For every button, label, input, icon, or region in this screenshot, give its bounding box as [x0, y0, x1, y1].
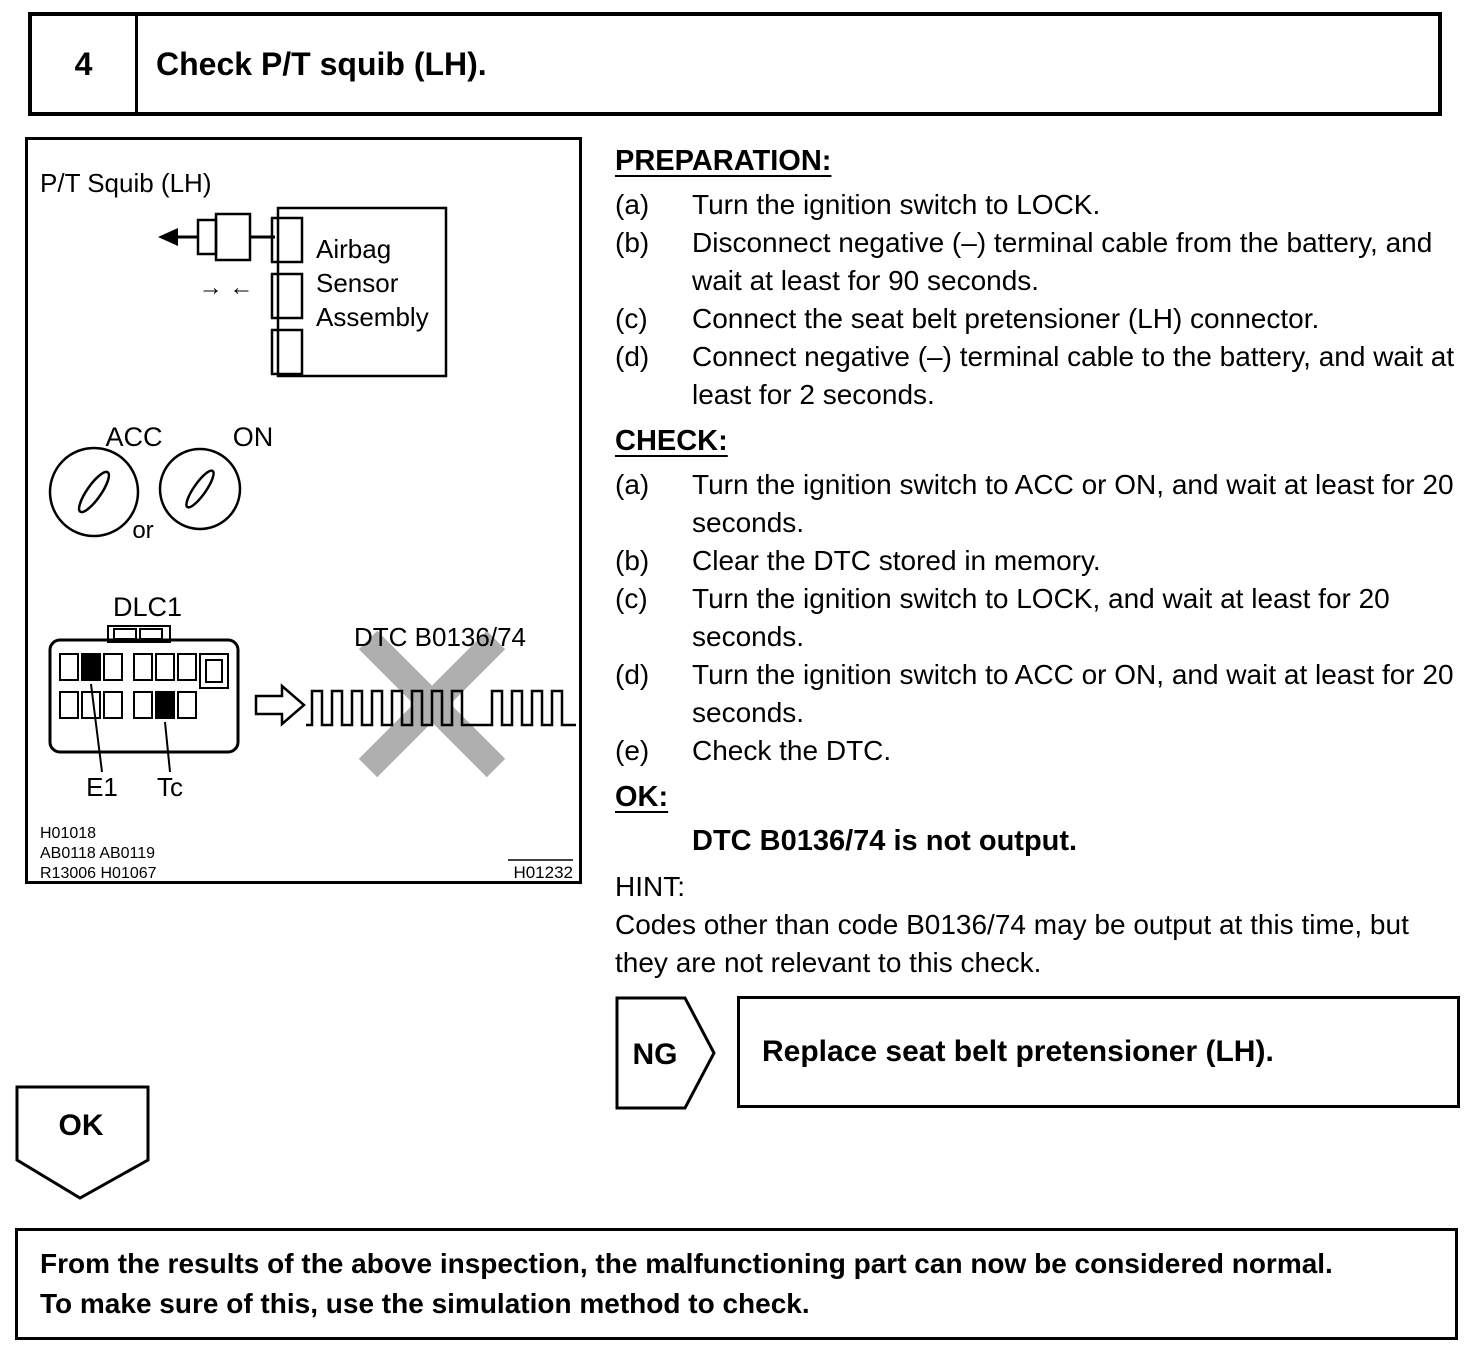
ok-result-text: DTC B0136/74 is not output.	[692, 825, 1078, 857]
step-header	[28, 12, 1442, 116]
figure-illustration	[28, 140, 579, 881]
conclusion-line-2: To make sure of this, use the simulation method to check.	[40, 1288, 810, 1319]
tc-pin-label: Tc	[157, 772, 183, 802]
connector-arrows-label: → ←	[198, 274, 254, 301]
step-text: Turn the ignition switch to LOCK.	[692, 189, 1101, 220]
check-step-a	[615, 466, 1460, 542]
ok-flow-label: OK	[58, 1109, 104, 1142]
step-label: (b)	[615, 227, 650, 258]
figure-box	[25, 137, 582, 884]
ref-code-3: R13006 H01067	[40, 865, 157, 881]
step-text: Turn the ignition switch to ACC or ON, and wait at least for 20 seconds.	[692, 469, 1454, 538]
check-step-d	[615, 656, 1460, 732]
squib-connector-drawing	[158, 214, 275, 260]
check-step-c	[615, 580, 1460, 656]
dtc-waveform	[306, 691, 576, 725]
arrow-right-icon	[256, 686, 304, 724]
dlc1-label: DLC1	[113, 592, 183, 622]
prep-step-d	[615, 338, 1460, 414]
page-title: Check P/T squib (LH).	[156, 45, 487, 82]
step-text: Turn the ignition switch to ACC or ON, and wait at least for 20 seconds.	[692, 659, 1454, 728]
step-label: (a)	[615, 469, 650, 500]
ok-result-heading: OK:	[615, 781, 669, 813]
acc-label: ACC	[105, 422, 163, 452]
ng-action-box	[737, 996, 1460, 1108]
step-text: Check the DTC.	[692, 735, 892, 766]
ignition-key-acc-icon	[50, 448, 138, 536]
step-label: (c)	[615, 583, 648, 614]
check-step-e	[615, 732, 1460, 770]
step-label: (c)	[615, 303, 648, 334]
ng-label: NG	[632, 1038, 678, 1071]
hint-heading: HINT:	[615, 871, 685, 902]
conclusion-line-1: From the results of the above inspection, the malfunctioning part can now be considered normal.	[40, 1248, 1333, 1279]
ng-action-text: Replace seat belt pretensioner (LH).	[762, 1035, 1274, 1068]
figure-squib-label: P/T Squib (LH)	[40, 168, 212, 198]
step-text: Connect negative (–) terminal cable to the battery, and wait at least for 2 seconds.	[692, 341, 1455, 410]
step-label: (e)	[615, 735, 650, 766]
dlc1-connector-drawing	[50, 626, 238, 772]
or-label: or	[132, 517, 154, 544]
step-label: (d)	[615, 341, 650, 372]
airbag-label-line2: Sensor	[316, 268, 399, 298]
conclusion-box	[15, 1228, 1458, 1340]
ref-code-1: H01018	[40, 825, 97, 842]
step-label: (d)	[615, 659, 650, 690]
step-text: Turn the ignition switch to LOCK, and wait at least for 20 seconds.	[692, 583, 1390, 652]
airbag-label-line1: Airbag	[316, 234, 392, 264]
step-text: Clear the DTC stored in memory.	[692, 545, 1101, 576]
dtc-code-label: DTC B0136/74	[354, 622, 526, 652]
check-step-b	[615, 542, 1460, 580]
step-number: 4	[32, 16, 138, 112]
ng-flow-shape	[615, 996, 717, 1110]
step-text: Connect the seat belt pretensioner (LH) connector.	[692, 303, 1320, 334]
ref-code-right: H01232	[513, 863, 573, 881]
ignition-key-on-icon	[160, 449, 240, 529]
prep-step-a	[615, 186, 1460, 224]
step-text: Disconnect negative (–) terminal cable from the battery, and wait at least for 90 seconds.	[692, 227, 1433, 296]
airbag-label-line3: Assembly	[316, 302, 429, 332]
step-label: (a)	[615, 189, 650, 220]
preparation-heading: PREPARATION:	[615, 145, 832, 177]
hint-text: Codes other than code B0136/74 may be output at this time, but they are not relevant to this check.	[615, 909, 1409, 978]
prep-step-c	[615, 300, 1460, 338]
on-label: ON	[232, 422, 274, 452]
ref-code-2: AB0118 AB0119	[40, 845, 156, 862]
procedure-column	[615, 142, 1460, 1110]
ok-flow-shape	[15, 1085, 152, 1202]
check-heading: CHECK:	[615, 425, 728, 457]
step-label: (b)	[615, 545, 650, 576]
ng-branch	[615, 996, 1460, 1110]
prep-step-b	[615, 224, 1460, 300]
e1-pin-label: E1	[86, 772, 118, 802]
